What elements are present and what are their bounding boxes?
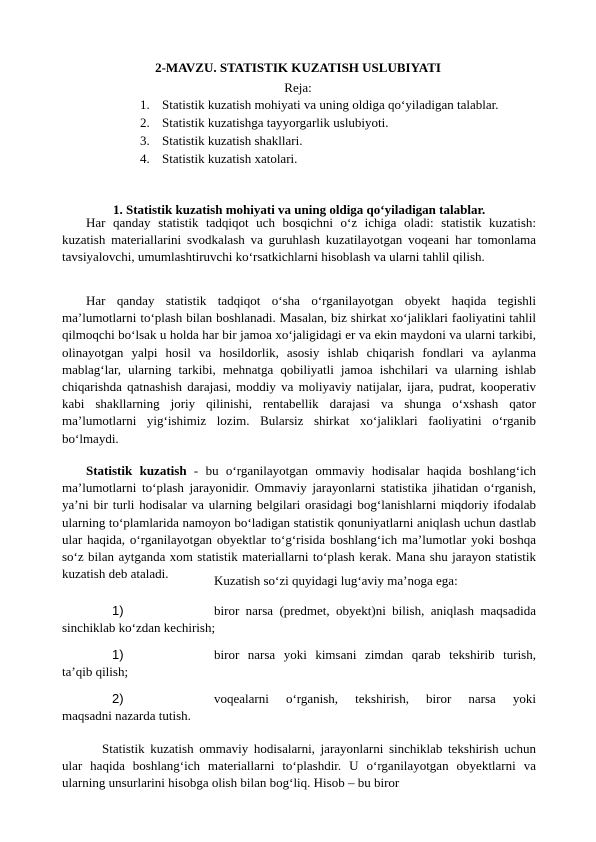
meaning-intro: Kuzatish so‘zi quyidagi lug‘aviy ma’noga ega: <box>214 573 458 588</box>
paragraph-intro: Har qanday statistik tadqiqot uch bosqichni o‘z ichiga oladi: statistik kuzatish: kuzatish materiallarini svodkalash va guruhlash kuzatilayotgan voqeani har tomonlama tavsiyalovchi, umumlashtiruvchi ko‘rsatkichlarni hisoblash va ularni tahlil qilish. <box>62 215 536 265</box>
plan-item: 4. Statistik kuzatish xatolari. <box>140 151 298 166</box>
section-heading: 1. Statistik kuzatish mohiyati va uning oldiga qo‘yiladigan talablar. <box>113 202 486 217</box>
definition-term: Statistik kuzatish <box>86 463 187 478</box>
plan-label: Reja: <box>284 80 312 95</box>
paragraph-observation: Statistik kuzatish ommaviy hodisalarni, jarayonlarni sinchiklab tekshirish uchun ular haqida boshlang‘ich materiallarni to‘plashdir. U o‘rganilayotgan obyektlarni va ularning unsurlarini hisobga olish bilan bog‘liq. Hisob – bu biror <box>62 741 536 791</box>
list-marker: 2) <box>112 691 124 706</box>
list-marker: 1) <box>112 603 124 618</box>
plan-list <box>140 96 499 168</box>
list-item: 1) biror narsa (predmet, obyekt)ni bilish, aniqlash maqsadida sinchiklab ko‘zdan kechirish; <box>62 603 536 636</box>
paragraph-research: Har qanday statistik tadqiqot o‘sha o‘rganilayotgan obyekt haqida tegishli ma’lumotlarni to‘plash bilan boshlanadi. Masalan, biz shirkat xo‘jaliklari faoliyatini tahlil qilmoqchi bo‘lsak u holda har bir jamoa xo‘jaligidagi er va ekin maydoni va ularni tarkibi, olinayotgan yalpi hosil va hosildorlik, asosiy ishlab chiqarish fondlari va aylanma mablag‘lar, ularning tarkibi, mehnatga qobiliyatli jamoa ishchilari va ularning ishlab chiqarishda qatnashish darajasi, moddiy va moliyaviy natijalar, ijara, pudrat, kooperativ kabi shakllarning joriy qilinishi, rentabellik darajasi va shunga o‘xshash qator ma’lumotlarni yig‘ishimiz lozim. Bularsiz shirkat xo‘jaliklari faoliyatini o‘rganib bo‘lmaydi. <box>62 293 536 446</box>
list-marker: 1) <box>112 647 124 662</box>
list-item: 2) voqealarni o‘rganish, tekshirish, biror narsa yoki maqsadni nazarda tutish. <box>62 691 536 724</box>
paragraph-definition: Statistik kuzatish - bu o‘rganilayotgan ommaviy hodisalar haqida boshlang‘ich ma’lumotlarni to‘plash jarayonidir. Ommaviy jarayonlarni statistika jihatidan o‘rganish, ya’ni bir turli hodisalar va ularning belgilari orasidagi bog‘lanishlarni miqdoriy ifodalab ularning to‘plamlarida namoyon bo‘ladigan statistik qonuniyatlarni aniqlash uchun dastlab ular haqida, o‘rganilayotgan obyektlar to‘g‘risida boshlang‘ich ma’lumotlar yoki boshqa so‘z bilan aytganda xom statistik materiallarni to‘plash kerak. Mana shu jarayon statistik kuzatish deb ataladi. <box>62 463 536 582</box>
plan-item: 1. Statistik kuzatish mohiyati va uning oldiga qo‘yiladigan talablar. <box>140 97 499 112</box>
document-title: 2-MAVZU. STATISTIK KUZATISH USLUBIYATI <box>155 60 441 75</box>
plan-item: 2. Statistik kuzatishga tayyorgarlik uslubiyoti. <box>140 115 389 130</box>
list-item: 1) biror narsa yoki kimsani zimdan qarab tekshirib turish, ta’qib qilish; <box>62 647 536 680</box>
plan-item: 3. Statistik kuzatish shakllari. <box>140 133 303 148</box>
